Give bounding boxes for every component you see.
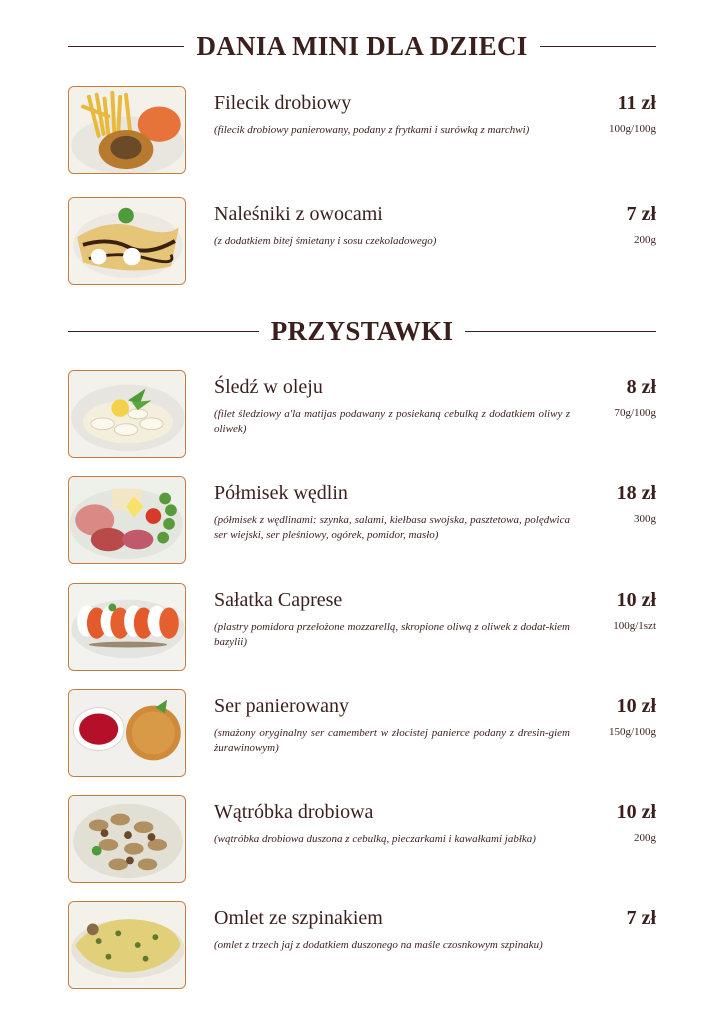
section-title: PRZYSTAWKI bbox=[270, 315, 454, 346]
item-price: 7 zł bbox=[626, 907, 656, 929]
breaded-cheese-photo bbox=[68, 689, 186, 777]
menu-item bbox=[68, 370, 656, 462]
item-description: (plastry pomidora przełożone mozzarellą, skropione oliwą z oliwek z dodat-kiem bazylii) bbox=[214, 621, 570, 648]
menu-item bbox=[68, 86, 656, 178]
item-name: Filecik drobiowy bbox=[214, 92, 352, 114]
item-weight: 200g bbox=[634, 832, 656, 844]
item-description: (wątróbka drobiowa duszona z cebulką, pieczarkami i kawałkami jabłka) bbox=[214, 833, 536, 845]
item-name: Ser panierowany bbox=[214, 695, 349, 717]
item-weight: 70g/100g bbox=[614, 407, 656, 419]
item-name: Naleśniki z owocami bbox=[214, 203, 383, 225]
item-name: Omlet ze szpinakiem bbox=[214, 907, 383, 929]
menu-item bbox=[68, 901, 656, 993]
item-weight: 100g/100g bbox=[608, 123, 656, 135]
item-description: (filecik drobiowy panierowany, podany z frytkami i surówką z marchwi) bbox=[214, 124, 530, 136]
divider-line bbox=[68, 46, 184, 47]
menu-item bbox=[68, 689, 656, 781]
herring-photo bbox=[68, 370, 186, 458]
caprese-salad-photo bbox=[68, 583, 186, 671]
item-weight: 200g bbox=[634, 234, 656, 246]
menu-item bbox=[68, 197, 656, 289]
item-price: 10 zł bbox=[616, 695, 656, 717]
divider-line bbox=[68, 331, 259, 332]
item-weight: 100g/1szt bbox=[613, 620, 656, 632]
item-price: 10 zł bbox=[616, 589, 656, 611]
item-price: 10 zł bbox=[616, 801, 656, 823]
section-header-starters bbox=[68, 311, 656, 351]
item-price: 11 zł bbox=[617, 92, 656, 114]
divider-line bbox=[465, 331, 656, 332]
item-description: (z dodatkiem bitej śmietany i sosu czekoladowego) bbox=[214, 235, 437, 247]
item-name: Śledź w oleju bbox=[214, 376, 323, 398]
item-description: (omlet z trzech jaj z dodatkiem duszonego na maśle czosnkowym szpinaku) bbox=[214, 939, 543, 951]
section-title: DANIA MINI DLA DZIECI bbox=[196, 30, 528, 61]
item-price: 7 zł bbox=[626, 203, 656, 225]
pancakes-fruit-photo bbox=[68, 197, 186, 285]
item-description: (smażony oryginalny ser camembert w złocistej panierce podany z dresin-giem żurawinowym) bbox=[214, 727, 570, 754]
menu-item bbox=[68, 476, 656, 568]
item-description: (filet śledziowy a'la matijas podawany z posiekaną cebulką z dodatkiem oliwy z oliwek) bbox=[214, 408, 570, 435]
item-name: Sałatka Caprese bbox=[214, 589, 343, 611]
item-description: (półmisek z wędlinami: szynka, salami, kiełbasa swojska, pasztetowa, polędwica ser wiejski, ser pleśniowy, ogórek, pomidor, masło) bbox=[214, 514, 570, 541]
chicken-fillet-fries-photo bbox=[68, 86, 186, 174]
menu-item bbox=[68, 583, 656, 675]
chicken-liver-photo bbox=[68, 795, 186, 883]
divider-line bbox=[540, 46, 656, 47]
section-header-kids bbox=[68, 26, 656, 66]
item-name: Wątróbka drobiowa bbox=[214, 801, 374, 823]
item-price: 8 zł bbox=[626, 376, 656, 398]
item-price: 18 zł bbox=[616, 482, 656, 504]
item-weight: 150g/100g bbox=[608, 726, 656, 738]
item-name: Półmisek wędlin bbox=[214, 482, 348, 504]
spinach-omelette-photo bbox=[68, 901, 186, 989]
menu-item bbox=[68, 795, 656, 887]
cold-cuts-platter-photo bbox=[68, 476, 186, 564]
item-weight: 300g bbox=[634, 513, 656, 525]
